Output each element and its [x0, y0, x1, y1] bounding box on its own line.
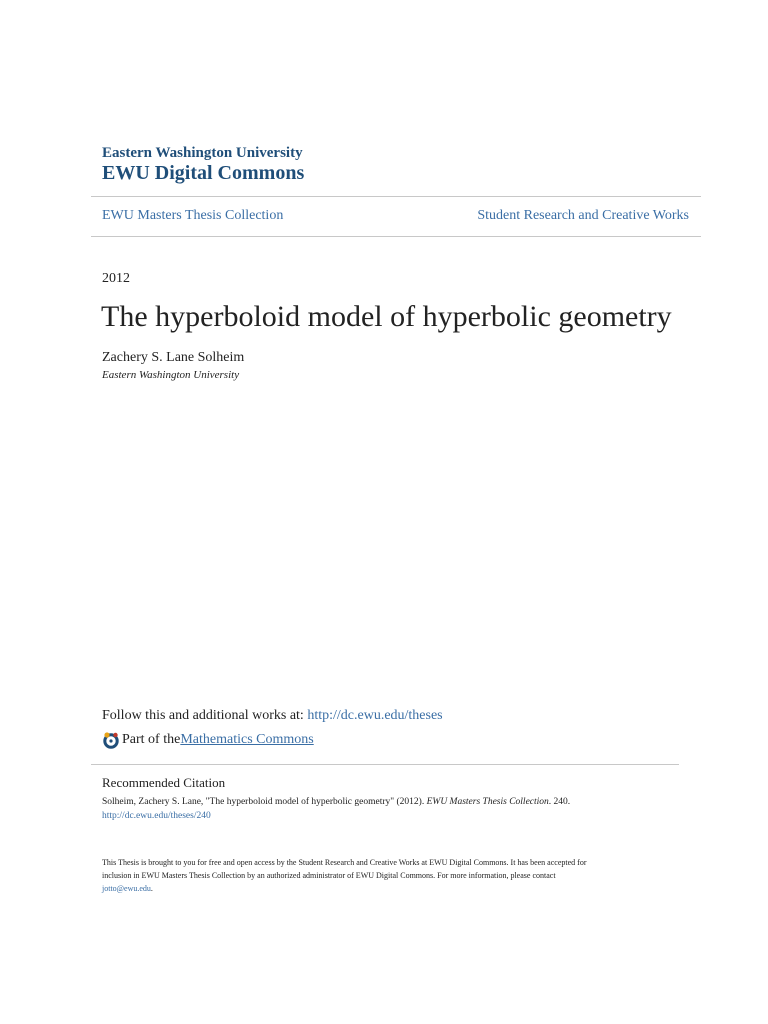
notice-line-3 [102, 882, 682, 895]
follow-prefix: Follow this and additional works at: [102, 708, 308, 723]
notice-email-suffix: . [150, 884, 153, 893]
document-title: The hyperboloid model of hyperbolic geometry [101, 300, 672, 333]
author-affiliation: Eastern Washington University [102, 369, 240, 381]
part-of-prefix: Part of the [122, 732, 181, 747]
collection-link[interactable]: EWU Masters Thesis Collection [102, 208, 284, 223]
notice-line-2: inclusion in EWU Masters Thesis Collection by an authorized administrator of EWU Digital Commons. For more information, please contact [102, 871, 556, 880]
publication-year: 2012 [102, 271, 130, 286]
citation-series: EWU Masters Thesis Collection [426, 797, 549, 807]
part-of-line [102, 730, 314, 750]
citation-number: . 240. [548, 797, 571, 807]
follow-line [102, 707, 443, 725]
network-icon [102, 731, 120, 749]
divider-middle [91, 236, 701, 237]
parent-collection-link[interactable]: Student Research and Creative Works [477, 208, 689, 223]
institution-name: Eastern Washington University [102, 145, 303, 161]
repository-name: EWU Digital Commons [102, 162, 305, 184]
divider-top [91, 196, 701, 197]
contact-email-link[interactable]: jotto@ewu.edu [102, 884, 151, 893]
author-name: Zachery S. Lane Solheim [102, 350, 245, 365]
citation-text [102, 796, 570, 809]
citation-url-link[interactable]: http://dc.ewu.edu/theses/240 [102, 811, 211, 821]
divider-bottom [91, 764, 679, 765]
mathematics-commons-link[interactable]: Mathematics Commons [180, 732, 314, 747]
citation-plain: Solheim, Zachery S. Lane, "The hyperboloid model of hyperbolic geometry" (2012). [102, 797, 427, 807]
access-notice [102, 856, 682, 895]
notice-line-1: This Thesis is brought to you for free and open access by the Student Research and Creative Works at EWU Digital Commons. It has been accepted for [102, 858, 587, 867]
recommended-citation-heading: Recommended Citation [102, 775, 226, 790]
follow-url-link[interactable]: http://dc.ewu.edu/theses [307, 708, 443, 723]
